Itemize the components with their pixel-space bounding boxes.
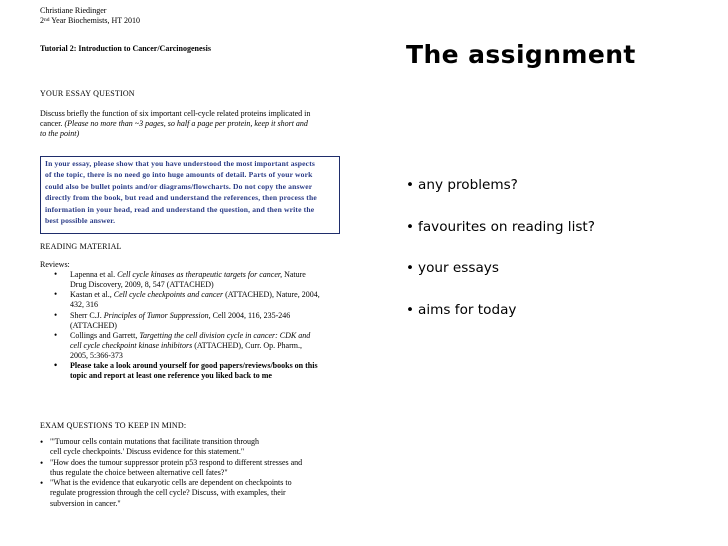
bullet-icon: • xyxy=(406,218,415,235)
reading-item-instruction: • Please take a look around yourself for good papers/reviews/books on this topic and report at least one reference you liked back to me xyxy=(70,361,370,381)
slide-bullet: • aims for today xyxy=(406,301,517,318)
course-year: 2nd Year Biochemists, HT 2010 xyxy=(40,16,141,25)
slide-bullet: • favourites on reading list? xyxy=(406,218,595,235)
essay-heading: YOUR ESSAY QUESTION xyxy=(40,89,135,98)
slide-bullet: • any problems? xyxy=(406,177,518,193)
exam-question-list xyxy=(40,437,350,509)
essay-question: Discuss briefly the function of six important cell-cycle related proteins implicated in cancer. (Please no more than ~3 pages, so half a page per protein, keep it short and to the point) xyxy=(40,109,311,138)
slide-title: The assignment xyxy=(406,40,636,69)
essay-guidance-box: In your essay, please show that you have understood the most important aspects of the topic, there is no need go into huge amounts of detail. Parts of your work could also be bullet points and/or diagrams/flowcharts. Do not copy the answer directly from the book, but read and understand the references, then process the information in your head, read and understand the question, and then write the best possible answer. xyxy=(40,156,340,234)
bullet-icon: • xyxy=(406,260,415,276)
author-name: Christiane Riedinger xyxy=(40,6,107,15)
reading-item: • Lapenna et al. Cell cycle kinases as therapeutic targets for cancer, Nature Drug Discovery, 2009, 8, 547 (ATTACHED) xyxy=(70,270,370,290)
reading-item: • Sherr C.J. Principles of Tumor Suppression, Cell 2004, 116, 235-246 (ATTACHED) xyxy=(70,311,370,331)
reading-list xyxy=(40,270,370,381)
reading-item: • Collings and Garrett, Targetting the cell division cycle in cancer: CDK and cell cycle checkpoint kinase inhibitors (ATTACHED), Curr. Op. Pharm., 2005, 5:366-373 xyxy=(70,331,370,361)
reviews-label: Reviews: xyxy=(40,260,70,269)
slide-bullet: • your essays xyxy=(406,260,499,276)
reading-heading: READING MATERIAL xyxy=(40,242,122,251)
tutorial-document xyxy=(0,0,352,546)
bullet-icon: • xyxy=(406,301,415,318)
exam-heading: EXAM QUESTIONS TO KEEP IN MIND: xyxy=(40,421,187,430)
exam-question: • "How does the tumour suppressor protein p53 respond to different stresses and thus regulate the choice between alternative cell fates?" xyxy=(50,458,350,478)
bullet-icon: • xyxy=(406,177,415,193)
reading-item: • Kastan et al., Cell cycle checkpoints and cancer (ATTACHED), Nature, 2004, 432, 316 xyxy=(70,290,370,310)
slide-bullet-list xyxy=(406,170,595,336)
tutorial-title: Tutorial 2: Introduction to Cancer/Carcinogenesis xyxy=(40,44,211,53)
exam-question: • "'Tumour cells contain mutations that facilitate transition through cell cycle checkpoints.' Discuss evidence for this statement." xyxy=(50,437,350,457)
exam-question: • "What is the evidence that eukaryotic cells are dependent on checkpoints to regulate progression through the cell cycle? Discuss, with examples, their subversion in cancer." xyxy=(50,478,350,508)
